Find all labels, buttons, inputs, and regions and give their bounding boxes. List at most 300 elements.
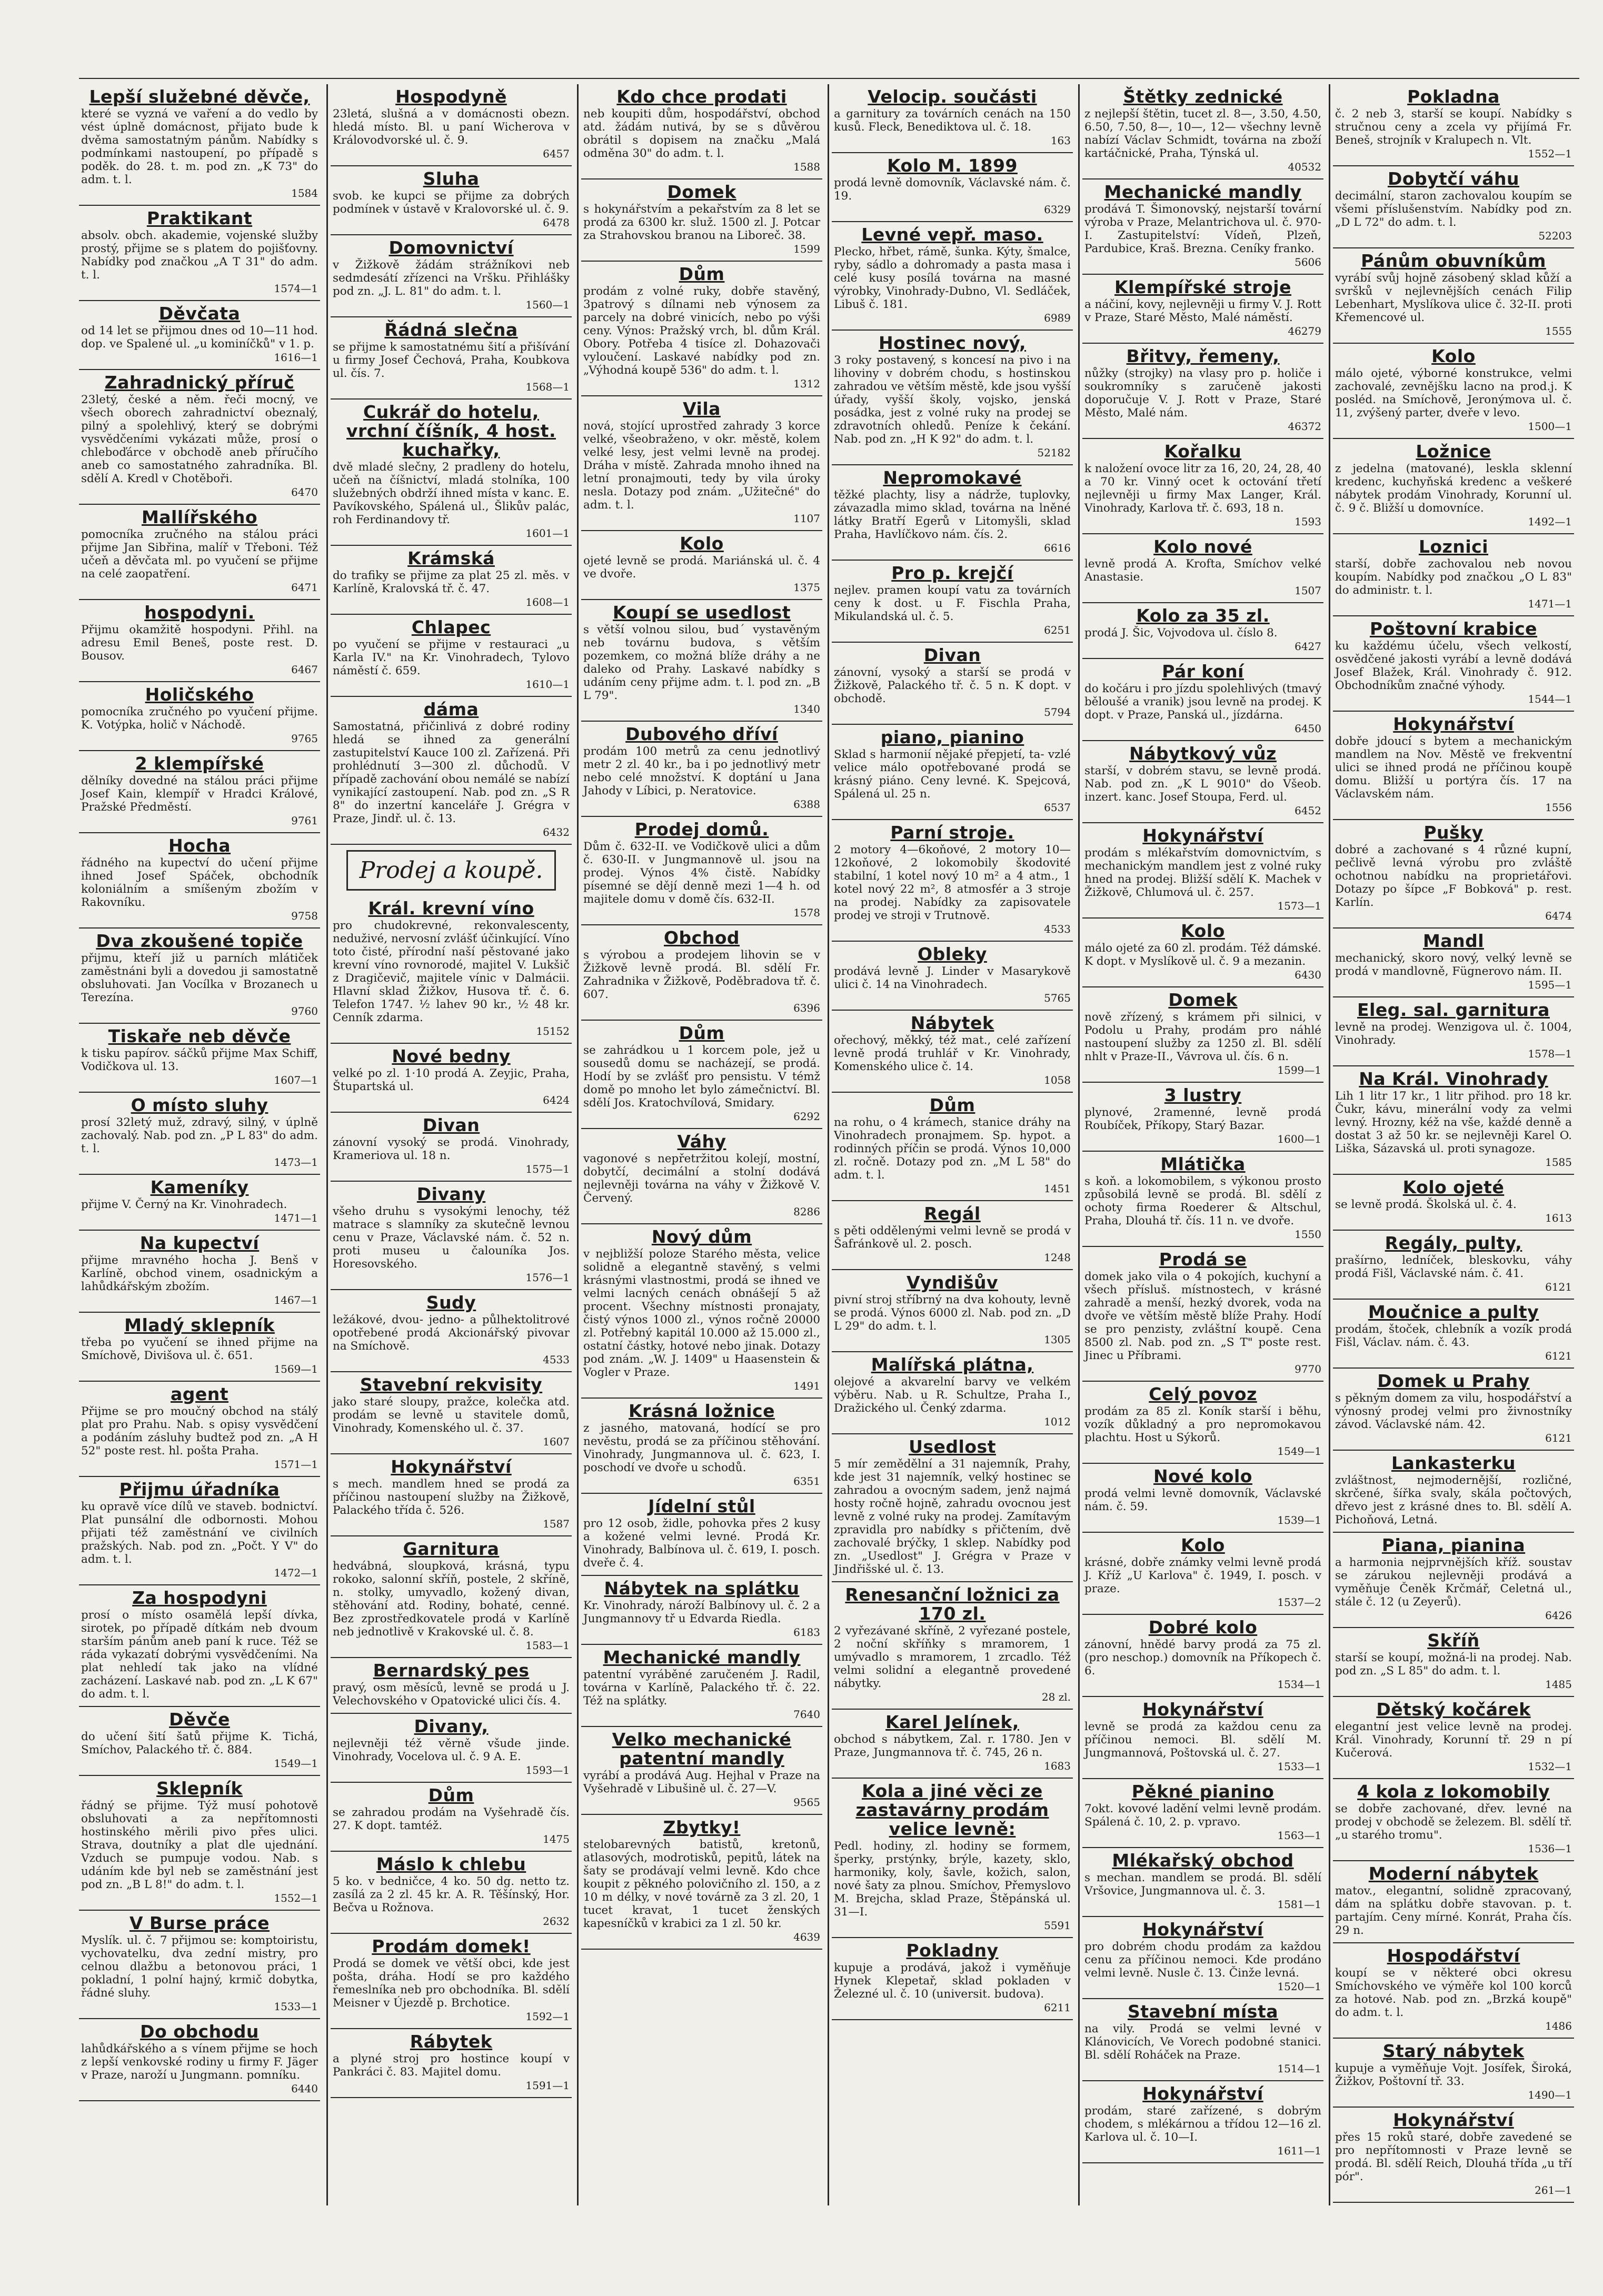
classified-ad xyxy=(1333,84,1574,166)
ad-body: na rohu, o 4 krámech, stanice dráhy na Vinohradech pronajmem. Sp. hypot. a rodinných příčin se prodá. Výnos 10,000 zl. ročně. Dotazy pod zn. „M L 58" do adm. t. l. xyxy=(834,1116,1071,1182)
ad-body: prodám, štoček, chlebník a vozík prodá Fišl, Václav. nám. č. 43. xyxy=(1335,1323,1572,1349)
ad-body: prodám z volné ruky, dobře stavěný, 3patrový s dílnami neb výnosem za parcely na dobré vinicích, nebo po výši ceny. Výnos: Pražský vrch, bl. dům Král. Obory. Potřeba 4 tisíce zl. Dohazovači vyloučení. Laskavé nabídky pod zn. „Výhodná koupě 536" do adm. t. l. xyxy=(583,285,820,377)
classified-ad xyxy=(79,301,320,370)
ad-headline: Piana, pianina xyxy=(1381,1535,1526,1555)
ad-headline: Starý nábytek xyxy=(1382,2041,1525,2061)
ad-headline: Prodej domů. xyxy=(634,819,769,840)
classified-ad xyxy=(832,820,1073,942)
classified-ad xyxy=(331,166,572,235)
ad-number: 1571—1 xyxy=(274,1458,318,1471)
classified-ad xyxy=(1333,997,1574,1066)
ad-number: 9770 xyxy=(1295,1363,1321,1375)
ad-number: 1544—1 xyxy=(1528,693,1572,705)
ad-headline: piano, pianino xyxy=(880,727,1024,747)
ad-body: k naložení ovoce litr za 16, 20, 24, 28, 40 a 70 kr. Vinný ocet k octování třetí nejlevněji u firmy Max Langer, Král. Vinohrady, Karlova tř. č. 693, 18 n. xyxy=(1084,462,1321,515)
ad-body: mechanický, skoro nový, velký levně se prodá v mandlovně, Fügnerovo nám. II. xyxy=(1335,952,1572,978)
ad-number: 6450 xyxy=(1295,722,1321,735)
ad-body: se levně prodá. Školská ul. č. 4. xyxy=(1335,1198,1517,1211)
classified-ad xyxy=(1333,2039,1574,2108)
ad-body: vyrábí a prodává Aug. Hejhal v Praze na Vyšehradě v Libušině ul. č. 27—V. xyxy=(583,1769,820,1795)
ad-number: 1601—1 xyxy=(525,527,570,540)
ad-body: vagonové s nepřetržitou kolejí, mostní, dobytčí, decimální a stolní dodává nejlevněji továrna na váhy v Žižkově V. Červený. xyxy=(583,1152,820,1205)
classified-ad xyxy=(832,1093,1073,1201)
ad-headline: Garnitura xyxy=(403,1539,500,1559)
classified-ad xyxy=(832,1710,1073,1779)
ad-headline: Nový dům xyxy=(651,1226,752,1247)
ad-number: 1532—1 xyxy=(1528,1760,1572,1773)
classified-ad xyxy=(331,1536,572,1658)
ad-body: matov., elegantní, solidně zpracovaný, dám na splátku dobře stavovan. p. t. partajím. Ceny mírné. Konrát, Praha čís. 29 n. xyxy=(1335,1884,1572,1937)
ad-number: 1583—1 xyxy=(525,1639,570,1652)
classified-ad xyxy=(331,1852,572,1934)
ad-body: 2 vyřezávané skříně, 2 vyřezané postele, 2 noční skříňky s mramorem, 1 umývadlo s mramorem, 1 zrcadlo. Též velmi solidní a elegantně provedené nábytky. xyxy=(834,1624,1071,1690)
ad-number: 1573—1 xyxy=(1277,900,1321,912)
ad-number: 1471—1 xyxy=(1528,597,1572,610)
ad-body: starší, dobře zachovalou neb novou koupím. Nabídky pod značkou „O L 83" do administr. t. l. xyxy=(1335,557,1572,597)
classified-ad xyxy=(581,84,822,179)
ad-number: 1576—1 xyxy=(525,1271,570,1284)
ad-number: 6396 xyxy=(793,1002,820,1014)
ad-body: a harmonia nejprvnějších kříž. soustav se zárukou nejlevněji prodává a vyměňuje Čeněk Krčmář, Celetná ul., stále č. 12 (u Zeyerů). xyxy=(1335,1556,1572,1609)
ad-headline: Král. krevní víno xyxy=(368,898,534,919)
ad-number: 1471—1 xyxy=(274,1212,318,1224)
ad-body: s pěkným domem za vilu, hospodářství a výnosný prodej velmi pro živnostníky závod. Václavské nám. 42. xyxy=(1335,1392,1572,1431)
classified-ad xyxy=(581,1727,822,1815)
ad-body: Prodá se domek ve větší obci, kde jest pošta, dráha. Hodí se pro každého řemeslníka neb pro obchodníka. Bl. sdělí Meisner v Újezdě p. Brchotice. xyxy=(333,1957,570,2010)
ad-body: Samostatná, přičinlivá z dobré rodiny hledá se ihned za generální zastupitelství Kauce 100 zl. Zařízená. Při prohlédnutí 3—300 zl. důchodů. V případě zachování obou nemálé se nabízí vynikající zastoupení. Nab. pod zn. „S R 8" do inzertní kanceláře J. Grégra v Praze, Jindř. ul. č. 13. xyxy=(333,720,570,825)
ad-headline: Pěkné pianino xyxy=(1131,1781,1275,1802)
ad-headline: Domovnictví xyxy=(389,237,514,258)
ad-number: 1534—1 xyxy=(1277,1678,1321,1691)
classified-ad xyxy=(1333,534,1574,616)
classified-ad xyxy=(1333,1066,1574,1175)
ad-headline: Hospodyně xyxy=(395,86,507,107)
ad-body: dělníky dovedné na stálou práci přijme Josef Kain, klempíř v Hradci Králové, Pražské Předměstí. xyxy=(81,774,318,814)
ad-number: 6470 xyxy=(291,486,318,498)
classified-ad xyxy=(581,1576,822,1645)
classified-ad xyxy=(832,1938,1073,2020)
ad-headline: Obchod xyxy=(663,927,740,948)
ad-headline: Nábytkový vůz xyxy=(1129,743,1277,764)
ad-headline: agent xyxy=(170,1384,229,1404)
ad-body: starší, v dobrém stavu, se levně prodá. Nab. pod zn. „K L 9010" do Všeob. inzert. kanc. Josef Stoupa, Ferd. ul. xyxy=(1084,764,1321,804)
classified-ad xyxy=(331,1290,572,1372)
ad-body: levně se prodá za každou cenu za příčinou nemoci. Bl. sdělí M. Jungmannová, Poštovská ul. č. 27. xyxy=(1084,1720,1321,1760)
classified-ad xyxy=(1333,248,1574,344)
classified-ad xyxy=(1333,1697,1574,1779)
classified-ad xyxy=(1333,1231,1574,1300)
classified-ad xyxy=(581,1815,822,1950)
ad-body: Přijme se pro moučný obchod na stálý plat pro Prahu. Nab. s opisy vysvědčení a podáním zásluhy budtež pod zn. „A H 52" poste rest. hl. pošta Praha. xyxy=(81,1405,318,1458)
ad-number: 6121 xyxy=(1545,1350,1572,1362)
ad-number: 4639 xyxy=(793,1931,820,1943)
ad-headline: V Burse práce xyxy=(129,1913,270,1933)
ad-body: nejlevněji též věrně všude jinde. Vinohrady, Vocelova ul. č. 9 A. E. xyxy=(333,1737,570,1763)
ad-body: po vyučení se přijme v restauraci „u Karla IV." na Kr. Vinohradech, Tylovo náměstí č. 659. xyxy=(333,638,570,677)
classified-ad xyxy=(331,697,572,845)
ad-body: Dům č. 632-II. ve Vodičkově ulici a dům č. 630-II. v Jungmannově ul. jsou na prodej. Výnos 4% čistě. Nabídky písemné se dějí denně mezi 1—4 h. od majitele domu v domě čís. 632-II. xyxy=(583,840,820,906)
classified-ad xyxy=(331,1783,572,1852)
ad-body: v Žižkově žádám strážníkovi neb sedmdesátí zřízenci na Vršku. Přihlášky pod zn. „J. L. 81" do adm. t. l. xyxy=(333,258,570,298)
classified-ad xyxy=(331,1182,572,1290)
ad-number: 6432 xyxy=(543,826,570,838)
ad-headline: Pánům obuvníkům xyxy=(1361,251,1546,271)
classified-ad xyxy=(1333,616,1574,712)
column-3 xyxy=(581,84,822,2205)
classified-ad xyxy=(331,2029,572,2098)
classified-ad xyxy=(1082,1083,1323,1152)
ad-number: 1556 xyxy=(1545,801,1572,814)
ad-body: ku každému účelu, všech velkostí, osvědčené jakosti vyrábí a levně dodává Josef Blažek, Král. Vinohrady č. 912. Obchodníkům značné výhody. xyxy=(1335,640,1572,692)
ad-body: zánovní vysoký se prodá. Vinohrady, Krameriova ul. 18 n. xyxy=(333,1136,570,1162)
ad-headline: Mallířského xyxy=(141,507,258,527)
ad-body: se přijme k samostatnému šití a přišívání u firmy Josef Čechová, Praha, Koubkova ul. čís. 7. xyxy=(333,341,570,380)
ad-headline: Koupí se usedlost xyxy=(612,602,791,623)
ad-body: do učení šití šatů přijme K. Tichá, Smíchov, Palackého tř. č. 884. xyxy=(81,1730,318,1756)
ad-number: 1616—1 xyxy=(274,351,318,364)
ad-number: 1475 xyxy=(543,1833,570,1845)
ad-headline: Mechanické mandly xyxy=(1104,182,1302,202)
classified-ad xyxy=(1082,275,1323,344)
classified-ad xyxy=(1333,1943,1574,2039)
ad-number: 1588 xyxy=(793,161,820,173)
ad-body: z jasného, matovaná, hodící se pro nevěstu, prodá se za příčinou stěhování. Vinohrady, Jungmannova ul. č. 623, I. poschodí ve dvoře u schodů. xyxy=(583,1422,820,1474)
classified-ad xyxy=(832,942,1073,1011)
ad-headline: Máslo k chlebu xyxy=(376,1854,526,1874)
ad-headline: 4 kola z lokomobily xyxy=(1357,1781,1550,1802)
ad-number: 9765 xyxy=(291,732,318,745)
classified-ad xyxy=(832,1352,1073,1434)
classified-ad xyxy=(581,817,822,925)
ad-headline: Mlékařský obchod xyxy=(1112,1850,1294,1871)
classified-ad xyxy=(79,929,320,1024)
classified-ad xyxy=(79,833,320,929)
ad-headline: Kolo xyxy=(1181,1535,1225,1555)
ad-body: plynové, 2ramenné, levně prodá Roubíček, Příkopy, Starý Bazar. xyxy=(1084,1106,1321,1132)
ad-number: 6351 xyxy=(793,1475,820,1488)
ad-body: pro chudokrevné, rekonvalescenty, neduživé, nervosní zvlášť účinkující. Víno toto čisté, přírodní naší pěstované jako krevní víno rovnorodé, majitel V. Lukšič z Dragičevič, majitele vínic v Dalmácii. Hlavní sklad Žižkov, Husova tř. č. 6. Telefon 1747. ½ lahev 90 kr., ½ 48 kr. Cenník zdarma. xyxy=(333,919,570,1024)
ad-number: 2632 xyxy=(543,1915,570,1928)
ad-headline: Kdo chce prodati xyxy=(616,86,787,107)
classified-ad xyxy=(1333,820,1574,929)
classified-ad xyxy=(832,1779,1073,1938)
ad-number: 9758 xyxy=(291,910,318,922)
ad-headline: Skříň xyxy=(1427,1630,1480,1651)
column-5 xyxy=(1082,84,1323,2205)
classified-ad xyxy=(331,615,572,697)
ad-number: 1467—1 xyxy=(274,1294,318,1306)
ad-number: 5765 xyxy=(1044,992,1071,1004)
ad-headline: Do obchodu xyxy=(140,2021,259,2042)
classified-ad xyxy=(331,896,572,1044)
top-rule xyxy=(79,78,1579,79)
ad-body: neb koupiti dům, hospodářství, obchod atd. žádám nutivá, by se s důvěrou obrátil s dopisem na značku „Malá odměna 30" do adm. t. l. xyxy=(583,107,820,160)
ad-headline: Poštovní krabice xyxy=(1369,618,1538,639)
ad-body: prodá J. Šic, Vojvodova ul. číslo 8. xyxy=(1084,626,1278,640)
ad-headline: Dům xyxy=(679,1023,725,1043)
ad-body: a garnitury za továrních cenách na 150 kusů. Fleck, Benediktova ul. č. 18. xyxy=(834,107,1071,134)
classified-ad xyxy=(1333,1300,1574,1369)
classified-ad xyxy=(1082,1247,1323,1382)
ad-number: 1549—1 xyxy=(1277,1445,1321,1458)
ad-headline: Bernardský pes xyxy=(373,1660,530,1681)
classified-ad xyxy=(1082,1615,1323,1697)
classified-ad xyxy=(1082,1152,1323,1247)
ad-number: 1600—1 xyxy=(1277,1133,1321,1145)
ad-number: 1607 xyxy=(543,1435,570,1448)
ad-number: 6616 xyxy=(1044,542,1071,554)
ad-number: 1107 xyxy=(793,512,820,525)
ad-number: 40532 xyxy=(1288,161,1321,173)
ad-headline: Sklepník xyxy=(156,1778,243,1799)
ad-body: z nejlepší štětin, tucet zl. 8—, 3.50, 4.50, 6.50, 7.50, 8—, 10—, 12— všechny levně nabízí Václav Schmidt, továrna na zboží kartáčnické, Praha, Týnská ul. xyxy=(1084,107,1321,160)
classified-ad xyxy=(1333,439,1574,534)
classified-ad xyxy=(1333,2108,1574,2203)
classified-ad xyxy=(1082,1533,1323,1615)
ad-number: 1514—1 xyxy=(1277,2062,1321,2075)
ad-headline: Mladý sklepník xyxy=(124,1315,275,1335)
ad-body: Přijmu okamžitě hospodyni. Přihl. na adresu Emil Beneš, poste rest. D. Bousov. xyxy=(81,623,318,663)
ad-body: prodám za 85 zl. Koník starší i běhu, vozík důkladný a pro nepromokavou plachtu. Host u Sýkorů. xyxy=(1084,1405,1321,1444)
ad-headline: Dobytčí váhu xyxy=(1387,168,1520,189)
classified-ad xyxy=(331,1934,572,2029)
ad-number: 1473—1 xyxy=(274,1156,318,1169)
ad-number: 1312 xyxy=(793,377,820,390)
ad-body: prodá velmi levně domovník, Václavské nám. č. 59. xyxy=(1084,1487,1321,1513)
ad-headline: Ložnice xyxy=(1416,441,1491,462)
classified-ad xyxy=(832,331,1073,465)
ad-body: prosí o místo osamělá lepší dívka, sirotek, po případě dítkám neb dvoum starším pánům aneb paní k ruce. Též se ráda vykazatí dobrými vysvědčeními. Na plat nehledí tak jako na vlídné zacházení. Laskavé nab. pod zn. „L K 67" do adm. t. l. xyxy=(81,1609,318,1701)
ad-headline: Moučnice a pulty xyxy=(1368,1302,1539,1322)
classified-ad xyxy=(1082,603,1323,659)
ad-number: 4533 xyxy=(543,1353,570,1366)
ad-body: na vily. Prodá se velmi levné v Klánovicích, Ve Vorech podobné stanici. Bl. sdělí Roháček na Praze. xyxy=(1084,2022,1321,2062)
ad-body: ležákové, dvou- jedno- a půlhektolitrové opotřebené prodá Akcionářský pivovar na Smíchově. xyxy=(333,1313,570,1353)
column-4 xyxy=(832,84,1073,2205)
ad-headline: Divany, xyxy=(414,1716,489,1736)
classified-ad xyxy=(581,1399,822,1494)
ad-number: 1520—1 xyxy=(1277,1980,1321,1993)
ad-headline: Hospodářství xyxy=(1387,1945,1520,1966)
ad-body: přes 15 roků staré, dobře zavedené se pro nepřítomnosti v Praze levně se prodá. Bl. sdělí Reich, Dlouhá třída „u tří pór". xyxy=(1335,2131,1572,2183)
ad-headline: Velocip. součásti xyxy=(868,86,1037,107)
ad-number: 15152 xyxy=(536,1025,570,1037)
column-rule xyxy=(1329,84,1330,2205)
classified-ad xyxy=(581,262,822,396)
classified-ad xyxy=(1082,439,1323,534)
classified-ad xyxy=(832,153,1073,222)
classified-ad xyxy=(581,179,822,262)
ad-headline: Pokladna xyxy=(1407,86,1500,107)
ad-number: 28 zl. xyxy=(1041,1691,1071,1703)
ad-number: 1599 xyxy=(793,243,820,255)
classified-ad xyxy=(581,531,822,600)
classified-ad xyxy=(79,2019,320,2101)
column-rule xyxy=(828,84,829,2205)
ad-number: 9761 xyxy=(291,814,318,827)
ad-number: 1585 xyxy=(1545,1156,1572,1169)
ad-headline: Prodám domek! xyxy=(372,1936,531,1956)
ad-body: zánovní, hnědé barvy prodá za 75 zl. (pro neschop.) domovník na Příkopech č. 6. xyxy=(1084,1638,1321,1678)
ad-headline: Kolo ojeté xyxy=(1402,1177,1505,1197)
classified-ad xyxy=(331,1454,572,1536)
ad-number: 1536—1 xyxy=(1528,1842,1572,1855)
ad-number: 1490—1 xyxy=(1528,2089,1572,2101)
ad-number: 1593—1 xyxy=(525,1764,570,1776)
ad-body: 2 motory 4—6koňové, 2 motory 10—12koňové, 2 lokomobily škodovité stabilní, 1 kotel nový 10 m² a 4 atm., 1 kotel nový 22 m², 8 atmosfér a 3 stroje na prodej. Nabídky za zapisovatele prodej ve stroji v Trutnově. xyxy=(834,843,1071,922)
ad-headline: dáma xyxy=(423,699,479,720)
classified-ad xyxy=(832,1201,1073,1270)
ad-headline: Zahradnický příruč xyxy=(104,372,295,393)
section-heading-box: Prodej a koupě. xyxy=(346,850,556,891)
ad-headline: Na Král. Vinohrady xyxy=(1359,1069,1548,1089)
classified-ad xyxy=(581,396,822,531)
ad-body: všeho druhu s vysokými lenochy, též matrace s slamníky za skutečně levnou cenu v Praze, Václavské nám. č. 52 n. proti museu u čalouníka Jos. Horesovského. xyxy=(333,1205,570,1271)
ad-body: 5 mír zemědělní a 31 najemník, Prahy, kde jest 31 najemník, velký hostinec se zahradou a ovocným sadem, jenž najmá hosty ročně hojně, zahradu ovocnou jest levně z volné ruky na prodej. Zamítavým zpravidla pro nabídky s přičtením, dvě zachovalé brýčky, 1 sklep. Nabídky pod zn. „Usedlost" J. Grégra v Praze v Jindřišské ul. č. 13. xyxy=(834,1458,1071,1576)
ad-headline: Tiskaře neb děvče xyxy=(108,1026,291,1046)
ad-body: nová, stojící uprostřed zahrady 3 korce velké, všeobraženo, v okr. městě, kolem velké lesy, jest velmi levně na prodej. Dráha v místě. Zahrada mnoho ihned na letní pronajmouti, tedy by vila úroky nesla. Dotazy pod znám. „Užitečné" do adm. t. l. xyxy=(583,420,820,512)
ad-headline: Dubového dříví xyxy=(625,724,778,744)
ad-headline: Vyndišův xyxy=(906,1272,999,1293)
ad-body: č. 2 neb 3, starší se koupí. Nabídky s stručnou ceny a zcela vy přijímá Fr. Beneš, strojník v Kralupech n. Vlt. xyxy=(1335,107,1572,147)
ad-number: 1584 xyxy=(291,187,318,199)
classified-ad xyxy=(581,1494,822,1576)
ad-number: 1592—1 xyxy=(525,2010,570,2023)
ad-body: a náčiní, kovy, nejlevněji u firmy V. J. Rott v Praze, Staré Město, Malé náměstí. xyxy=(1084,298,1321,324)
ad-number: 1569—1 xyxy=(274,1363,318,1375)
ad-headline: Parní stroje. xyxy=(890,822,1014,843)
classified-ad xyxy=(331,317,572,400)
ad-number: 1533—1 xyxy=(1277,1760,1321,1773)
classified-ad xyxy=(79,1585,320,1707)
classified-ad xyxy=(79,1776,320,1911)
ad-number: 9565 xyxy=(793,1796,820,1809)
ad-headline: Malířská plátna, xyxy=(871,1354,1034,1375)
classified-ad xyxy=(79,1093,320,1175)
classified-ad xyxy=(1082,1382,1323,1464)
ad-number: 6424 xyxy=(543,1094,570,1106)
classified-ad xyxy=(832,725,1073,820)
classified-ad xyxy=(79,1382,320,1477)
ad-headline: Stavební místa xyxy=(1127,2001,1278,2022)
ad-body: vyrábí svůj hojně zásobený sklad kůží a svršků v nejlevnějších cenách Filip Lebenhart, Myslíkova ulice č. 32-II. proti Křemencové ul. xyxy=(1335,272,1572,324)
ad-headline: Velko mechanické patentní mandly xyxy=(612,1729,792,1769)
classified-ad xyxy=(1333,712,1574,820)
classified-ad xyxy=(1333,929,1574,997)
ad-number: 1610—1 xyxy=(525,678,570,691)
ad-body: s mech. mandlem hned se prodá za příčinou nastoupení služby na Žižkově, Palackého třída č. 526. xyxy=(333,1478,570,1517)
ad-headline: Domek xyxy=(667,182,736,202)
ad-number: 6183 xyxy=(793,1626,820,1639)
ad-headline: Zbytky! xyxy=(663,1817,741,1838)
ad-body: absolv. obch. akademie, vojenské služby prostý, přijme se s platem do pojišťovny. Nabídky pod značkou „A T 31" do adm. t. l. xyxy=(81,229,318,282)
ad-body: přijmu, kteří již u parních mlátiček zaměstnáni byli a dovedou ji samostatně obsluhovati. Jan Vocílka v Brozanech u Terezína. xyxy=(81,952,318,1004)
ad-number: 1500—1 xyxy=(1528,420,1572,433)
ad-headline: Mechanické mandly xyxy=(603,1647,801,1668)
newspaper-page xyxy=(79,84,1579,2205)
classified-ad xyxy=(832,222,1073,331)
ad-headline: Kolo xyxy=(1181,921,1225,941)
ad-headline: Dům xyxy=(679,264,725,284)
classified-ad xyxy=(79,1477,320,1585)
ad-body: jako staré sloupy, pražce, kolečka atd. prodám se levně u stavitele domů, Vinohrady, Komenského ul. č. 37. xyxy=(333,1395,570,1435)
ad-headline: Dobré kolo xyxy=(1148,1617,1258,1638)
ad-body: Lih 1 litr 17 kr., 1 litr přihod. pro 18 kr. Čukr, kávu, minerální vody za velmi levný. Hrozny, kéž na vše, každé denně a dostat 3 až 50 kr. se nejlevněji Karel O. Liška, Sázavská ul. proti synagoze. xyxy=(1335,1090,1572,1155)
classified-ad xyxy=(832,1582,1073,1710)
ad-headline: Kameníky xyxy=(150,1177,249,1197)
ad-headline: Loznici xyxy=(1418,536,1489,557)
ad-headline: Váhy xyxy=(677,1131,726,1152)
ad-headline: Praktikant xyxy=(146,208,253,228)
ad-body: kupuje a prodává, jakož i vyměňuje Hynek Klepetař, sklad pokladen v Železné ul. č. 10 (universit. budova). xyxy=(834,1961,1071,2001)
ad-body: nově zřízený, s krámem při silnici, v Podolu u Prahy, prodám pro náhlé nastoupení služby za 1250 zl. Bl. sdělí nhlt v Praze-II., Vávrova ul. čís. 6 n. xyxy=(1084,1011,1321,1063)
ad-number: 1578 xyxy=(793,906,820,919)
ad-body: Sklad s harmonií nějaké přepjetí, ta- vzlé velice málo opotřebované prodá se krásný piáno. Ceny levné. K. Spejcová, Spálená ul. 25 n. xyxy=(834,748,1071,801)
ad-number: 6121 xyxy=(1545,1281,1572,1293)
ad-body: do kočáru i pro jízdu spolehlivých (tmavý běloušé a vranik) jsou levně na prodej. K dopt. v Praze, Panská ul., jízdárna. xyxy=(1084,682,1321,722)
ad-body: hedvábná, sloupková, krásná, typu rokoko, salonní skříň, postele, 2 skříně, n. stolky, umyvadlo, kožený divan, stěhování atd. Rodiny, bohaté, cenné. Bez zprostředkovatele prodá v Karlíně neb jednotlivě v Krakovské ul. č. 8. xyxy=(333,1560,570,1639)
ad-number: 1555 xyxy=(1545,325,1572,337)
classified-ad xyxy=(1333,166,1574,248)
ad-headline: Sluha xyxy=(423,168,480,189)
ad-body: Pedl. hodiny, zl. hodiny se formem, šperky, prstýnky, brýle, kazety, sklo, harmoniky, koly, šavle, kožich, salon, nové šaty za plnou. Smíchov, Přemyslovo M. Brejcha, sklad Praze, Štěpánská ul. 31—I. xyxy=(834,1840,1071,1919)
ad-headline: Za hospodyni xyxy=(132,1588,267,1608)
classified-ad xyxy=(1082,659,1323,741)
ad-body: málo ojeté, výborné konstrukce, velmi zachovalé, zevnějšku lacno na prod.j. K posléd. na Smíchově, Jeronýmova ul. č. 11, zvýšený parter, dveře v levo. xyxy=(1335,367,1572,420)
classified-ad xyxy=(1082,1464,1323,1533)
ad-body: přijme V. Černý na Kr. Vinohradech. xyxy=(81,1198,287,1211)
ad-body: 5 ko. v bedničce, 4 ko. 50 dg. netto tz. zasílá za 2 zl. 45 kr. A. R. Těšínský, Hor. Bečva u Rožnova. xyxy=(333,1875,570,1914)
classified-ad xyxy=(832,465,1073,561)
classified-ad xyxy=(1082,1779,1323,1848)
classified-ad xyxy=(1082,1999,1323,2081)
ad-headline: Holičského xyxy=(145,684,254,705)
ad-number: 1375 xyxy=(793,581,820,594)
ad-headline: Dům xyxy=(929,1095,975,1115)
ad-number: 52182 xyxy=(1037,446,1071,459)
ad-body: se zahradou prodám na Vyšehradě čís. 27. K dopt. tamtéž. xyxy=(333,1806,570,1832)
ad-number: 1581—1 xyxy=(1277,1898,1321,1911)
ad-number: 6430 xyxy=(1295,969,1321,981)
classified-ad xyxy=(832,643,1073,725)
ad-number: 1485 xyxy=(1545,1678,1572,1691)
ad-headline: Na kupectví xyxy=(140,1233,260,1253)
ad-body: které se vyzná ve vaření a do vedlo by vést úplně domácnost, přijato bude k dvěma samostatným pánům. Nabídky s podmínkami nastoupení, po případě s poděk. do 28. t. m. pod zn. „K 73" do adm. t. l. xyxy=(81,107,318,186)
ad-number: 1611—1 xyxy=(1277,2144,1321,2157)
ad-headline: Klempířské stroje xyxy=(1114,277,1291,297)
ad-headline: Hokynářství xyxy=(1393,2110,1514,2130)
ad-number: 52203 xyxy=(1538,229,1572,242)
ad-number: 4533 xyxy=(1044,923,1071,935)
ad-headline: Lepší služebné děvče, xyxy=(89,86,310,107)
ad-body: 7okt. kovové ladění velmi levně prodám. Spálená č. 10, 2. p. vpravo. xyxy=(1084,1802,1321,1829)
ad-body: stelobarevných batistů, kretonů, atlasových, modrotisků, pepitů, látek na šaty se prodávají velmi levně. Kdo chce koupit z pěkného polovičního zl. 150, a z 10 m délky, v nové továrně za 3 zl. 20, 1 tucet kravat, 1 tucet ženských kapesníčků v krabici za 1 zl. 50 kr. xyxy=(583,1838,820,1930)
ad-headline: Děvče xyxy=(169,1709,230,1730)
ad-number: 5794 xyxy=(1044,706,1071,718)
ad-number: 6251 xyxy=(1044,624,1071,636)
ad-body: domek jako vila o 4 pokojích, kuchyní a všech přísluš. místnostech, v krásné zahradě a menší, hezký dvorek, voda na dvoře ve větším městě blíže Prahy. Hodí se pro penzisty, zvláštní koupě. Cena 8500 zl. Nab. pod zn. „S T" poste rest. Jinec u Příbrami. xyxy=(1084,1270,1321,1362)
classified-ad xyxy=(79,1175,320,1231)
ad-headline: Nábytek xyxy=(910,1013,994,1033)
ad-number: 6537 xyxy=(1044,801,1071,814)
ad-number: 6121 xyxy=(1545,1432,1572,1444)
classified-ad xyxy=(79,505,320,600)
ad-headline: Divany xyxy=(416,1184,486,1204)
classified-ad xyxy=(79,751,320,833)
ad-body: kupuje a vyměňuje Vojt. Josífek, Široká, Žižkov, Poštovní tř. 33. xyxy=(1335,2062,1572,2088)
classified-ad xyxy=(1082,1848,1323,1917)
ad-headline: Hocha xyxy=(168,835,231,856)
